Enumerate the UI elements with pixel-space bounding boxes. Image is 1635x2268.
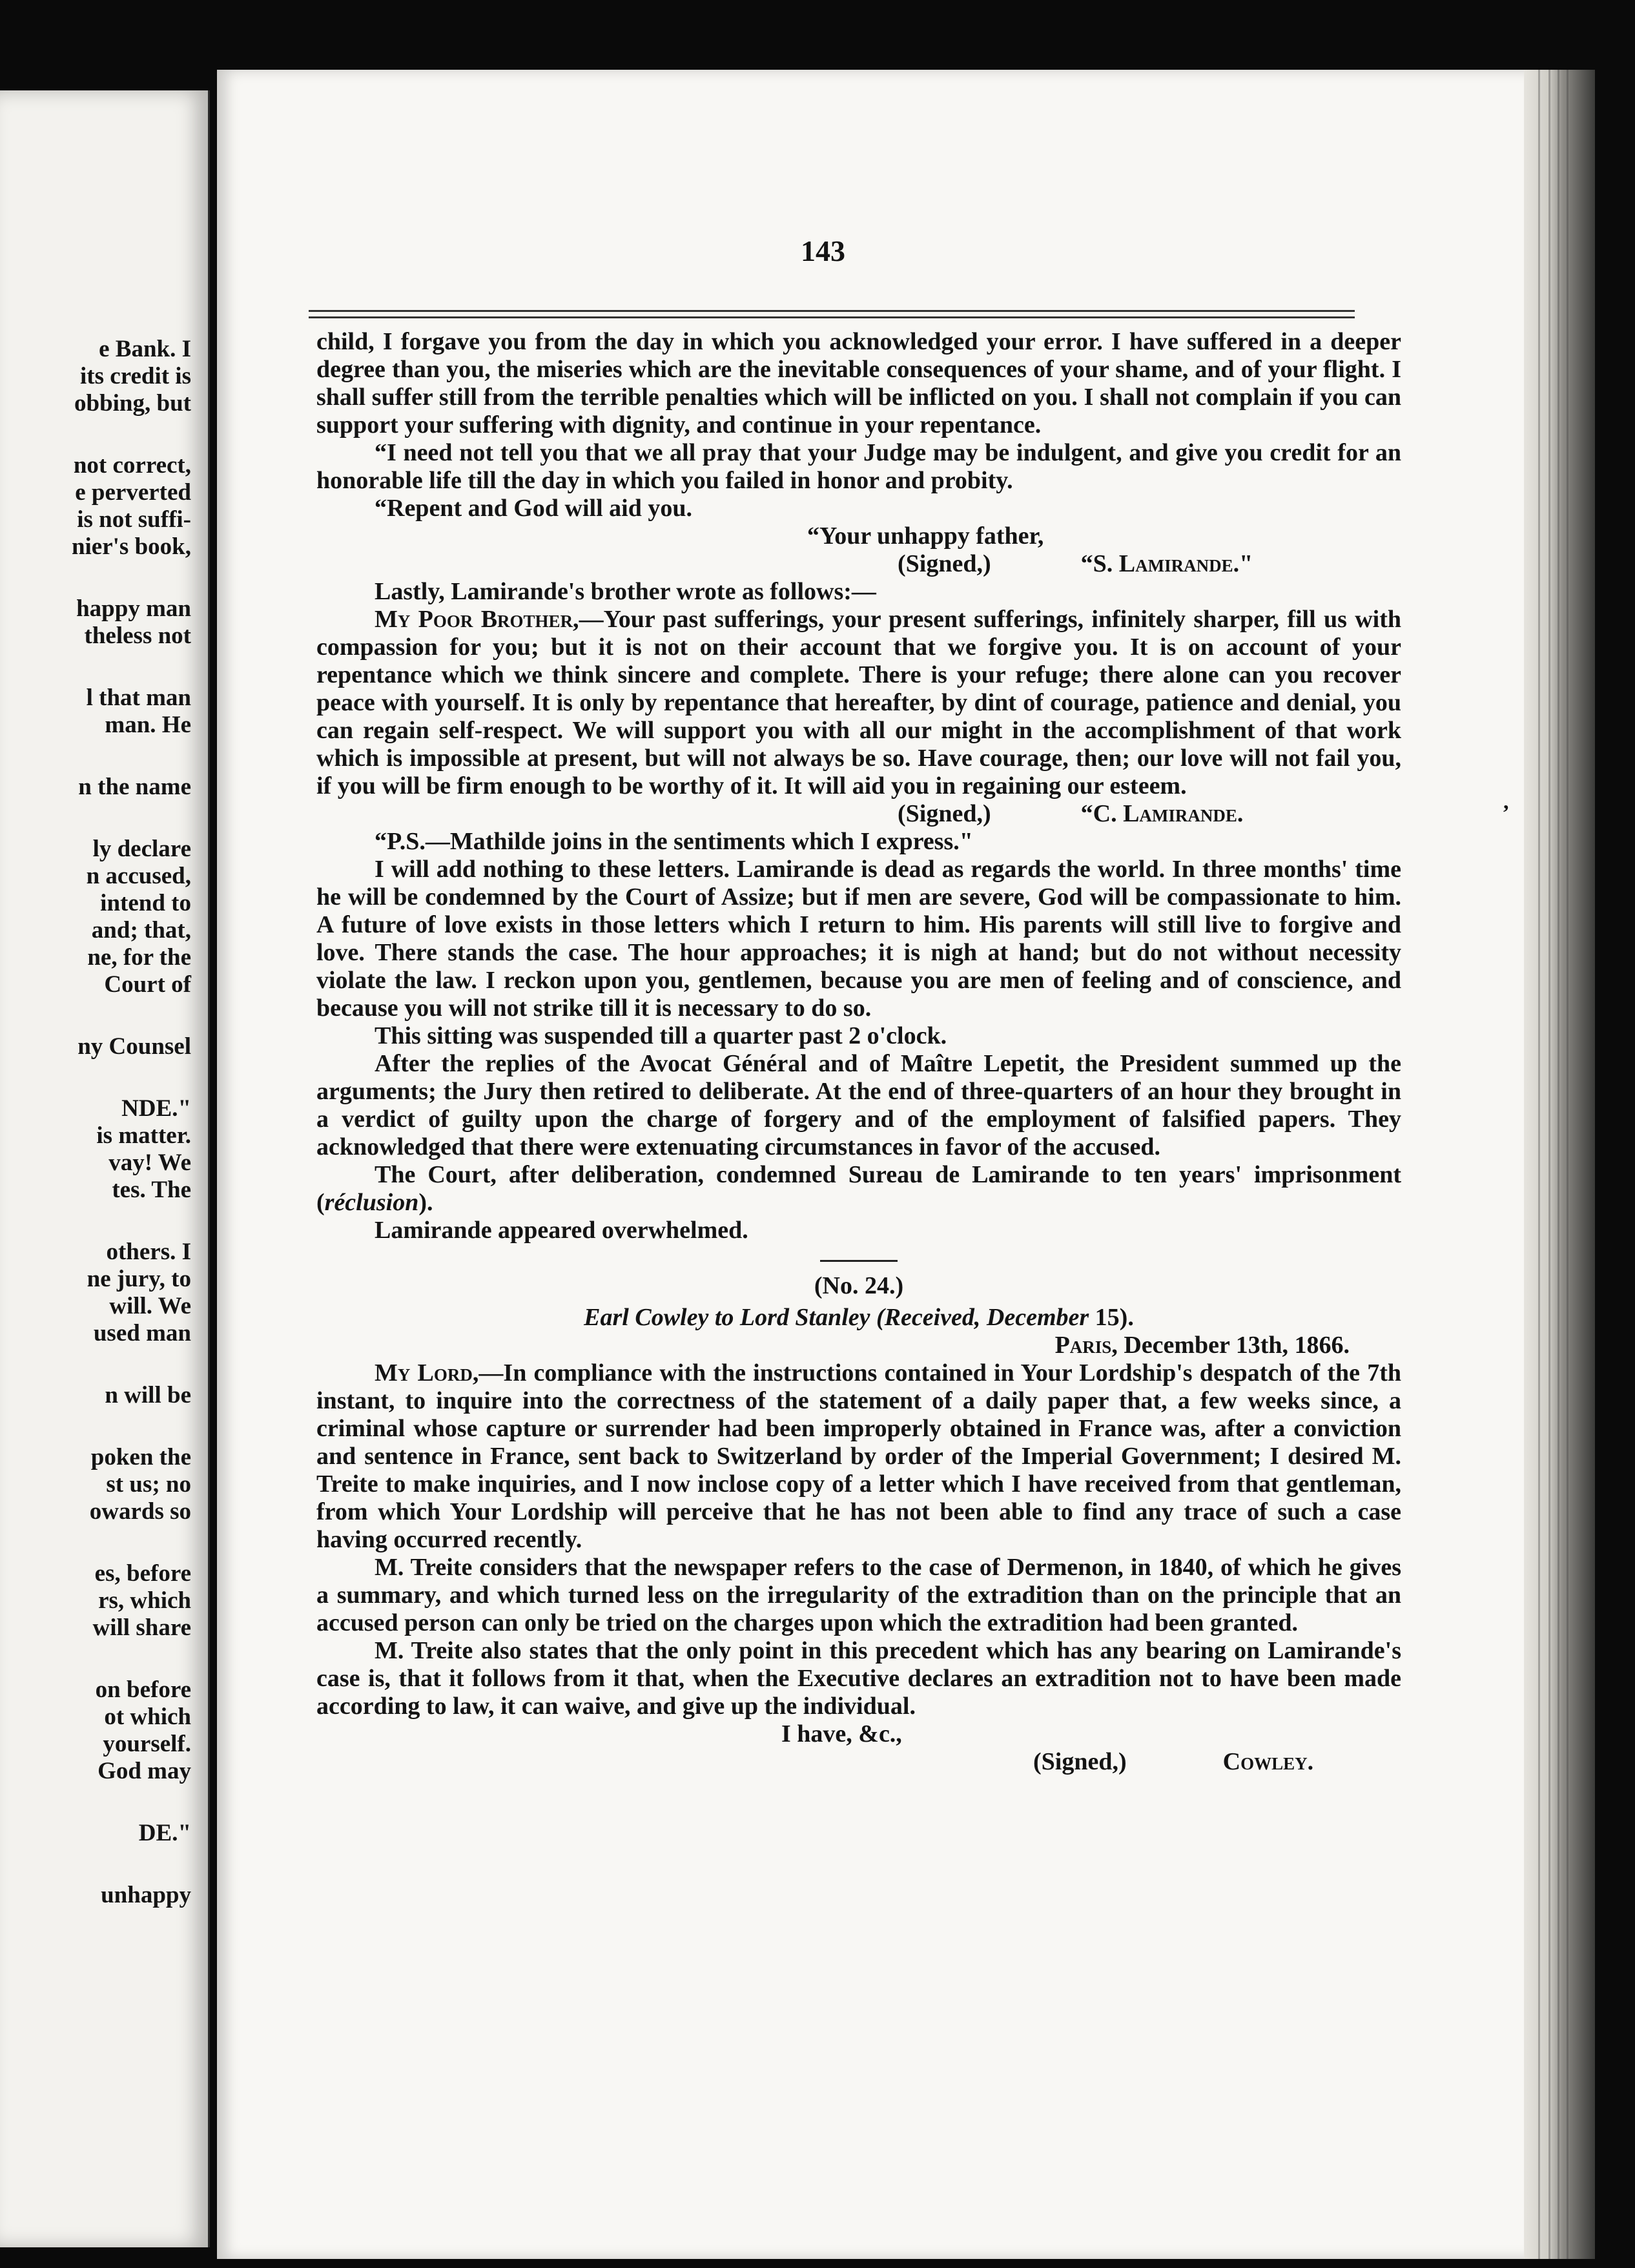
dispatch-number: (No. 24.) <box>814 1272 904 1299</box>
dispatch-heading-received: Received, December <box>884 1304 1089 1331</box>
left-page-line: on before <box>95 1676 191 1703</box>
dispatch-signature-line <box>316 1748 1401 1776</box>
dispatch-para-1-text: —In compliance with the instructions contained in Your Lordship's despatch of the 7th instant, to inquire into the correctness of the statement of a daily paper that, a few weeks since, a criminal whose capture or surrender had been improperly obtained in France was, after a conviction and sentence in France, sent back to Switzerland by order of the Imperial Government; I desired M. Treite to make inquiries, and I now inclose copy of a letter which I have received from that gentleman, from which Your Lordship will perceive that he has not been able to find any trace of such a case having occurred recently. <box>316 1359 1401 1553</box>
left-page-line: theless not <box>84 623 191 649</box>
dispatch-heading <box>316 1304 1401 1332</box>
father-signature: “S. Lamirande." <box>1080 550 1253 577</box>
father-letter-para-3: “Repent and God will aid you. <box>375 495 692 522</box>
brother-letter-ps: “P.S.—Mathilde joins in the sentiments which I express." <box>375 828 973 855</box>
dispatch-heading-text: Earl Cowley to Lord Stanley ( <box>584 1304 885 1331</box>
dispatch-place: Paris, <box>1054 1332 1118 1359</box>
narrative-para-5: Lamirande appeared overwhelmed. <box>375 1217 748 1244</box>
left-page-line: God may <box>98 1758 191 1784</box>
narrative-para-4 <box>316 1161 1401 1217</box>
page-edge <box>1524 70 1595 2259</box>
left-page-line: es, before <box>94 1560 191 1587</box>
header-rule <box>309 310 1355 312</box>
father-letter-signature-line <box>316 550 1401 578</box>
left-page-line: ly declare <box>92 836 191 862</box>
left-page-line: will share <box>92 1614 191 1641</box>
father-letter-para-1: child, I forgave you from the day in which you acknowledged your error. I have suffered in a deeper degree than you, the miseries which are the inevitable consequences of your shame, and of your flight. I shall suffer still from the terrible penalties which will be inflicted on you. I shall not complain if you can support your suffering with dignity, and continue in your repentance. <box>316 328 1401 438</box>
brother-signature: “C. Lamirande. <box>1080 800 1244 827</box>
margin-mark: , <box>1503 790 1509 814</box>
left-page-line: owards so <box>89 1498 191 1525</box>
dispatch-para-1 <box>316 1359 1401 1554</box>
left-page-line: intend to <box>100 890 191 916</box>
brother-letter-signature-line <box>316 800 1401 828</box>
narrative-para-4-italic: réclusion <box>324 1189 419 1216</box>
left-page-line: n the name <box>78 774 191 800</box>
left-page-line: happy man <box>76 595 191 622</box>
left-page-line: l that man <box>86 685 191 711</box>
dispatch-closing: I have, &c., <box>781 1720 902 1747</box>
left-page-line: is matter. <box>96 1122 191 1149</box>
dispatch-date: December 13th, 1866. <box>1117 1332 1350 1359</box>
page-number: 143 <box>801 234 845 267</box>
dispatch-heading-end: 15). <box>1089 1304 1134 1331</box>
left-page-line: tes. The <box>112 1177 191 1203</box>
left-page-line: ot which <box>104 1704 191 1730</box>
left-page-line: st us; no <box>106 1471 191 1498</box>
left-page-line: obbing, but <box>74 390 191 417</box>
left-page-line: unhappy <box>101 1882 191 1908</box>
header-rule-2 <box>309 316 1355 318</box>
left-page-line: and; that, <box>91 917 191 943</box>
left-page-line: will. We <box>109 1293 191 1319</box>
left-page-line: poken the <box>90 1444 191 1470</box>
narrative-para-4-text: The Court, after deliberation, condemned Sureau de Lamirande to ten years' imprisonment ( <box>316 1161 1401 1216</box>
dispatch-signature: Cowley. <box>1222 1748 1314 1775</box>
left-page-line: not correct, <box>73 452 191 479</box>
father-letter-closing: “Your unhappy father, <box>807 522 1044 550</box>
brother-letter-intro: Lastly, Lamirande's brother wrote as follows:— <box>375 578 876 605</box>
narrative-para-2: This sitting was suspended till a quarter past 2 o'clock. <box>375 1022 947 1049</box>
left-page-line: ne, for the <box>87 944 191 971</box>
brother-letter-body <box>316 606 1401 800</box>
father-letter-para-2: “I need not tell you that we all pray that your Judge may be indulgent, and give you credit for an honorable life till the day in which you failed in honor and probity. <box>316 439 1401 494</box>
dispatch-dateline <box>316 1332 1401 1359</box>
left-page-line: n will be <box>105 1382 191 1408</box>
section-divider <box>820 1260 898 1262</box>
brother-salutation: My Poor Brother, <box>375 606 579 633</box>
narrative-para-4-end: ). <box>418 1189 433 1216</box>
left-page-line: Court of <box>104 971 191 998</box>
left-page-line: yourself. <box>103 1731 191 1757</box>
left-page-line: nier's book, <box>71 533 191 560</box>
signed-label: (Signed,) <box>898 800 991 827</box>
left-page-line: rs, which <box>98 1587 191 1614</box>
left-page-line: is not suffi- <box>77 506 191 533</box>
left-page-line: ne jury, to <box>87 1266 191 1292</box>
left-page-line: its credit is <box>80 363 191 389</box>
signed-label: (Signed,) <box>1033 1748 1127 1775</box>
brother-letter-text: —Your past sufferings, your present sufferings, infinitely sharper, fill us with compassion for you; but it is not on their account that we forgive you. It is on account of your repentance which we think sincere and complete. There is your refuge; there alone can you recover peace with yourself. It is only by repentance that hereafter, by dint of courage, patience and denial, you can regain self-respect. We will support you with all our might in the accomplishment of that work which is impossible at present, but will not always be so. Have courage, then; our love will not fail you, if you will be firm enough to be worthy of it. It will aid you in regaining our esteem. <box>316 606 1401 799</box>
page-body <box>316 328 1401 1776</box>
left-page-line: used man <box>93 1320 191 1346</box>
left-page-line: vay! We <box>108 1149 191 1176</box>
narrative-para-1: I will add nothing to these letters. Lamirande is dead as regards the world. In three months' time he will be condemned by the Court of Assize; but if men are severe, God will be compassionate to him. A future of love exists in those letters which I return to him. His parents will still live to forgive and love. There stands the case. The hour approaches; it is nigh at hand; but do not without necessity violate the law. I reckon upon you, gentlemen, because you are men of feeling and of conscience, and because you will not strike till it is necessary to do so. <box>316 856 1401 1022</box>
left-page-line: man. He <box>105 712 191 738</box>
dispatch-para-2: M. Treite considers that the newspaper refers to the case of Dermenon, in 1840, of which he gives a summary, and which turned less on the irregularity of the extradition than on the principle that an accused person can only be tried on the charges upon which the extradition had been granted. <box>316 1554 1401 1636</box>
left-page-line: e perverted <box>75 479 191 506</box>
left-page-line: NDE." <box>121 1095 191 1122</box>
dispatch-para-3: M. Treite also states that the only point in this precedent which has any bearing on Lamirande's case is, that it follows from it that, when the Executive declares an extradition not to have been made according to law, it can waive, and give up the individual. <box>316 1637 1401 1720</box>
narrative-para-3: After the replies of the Avocat Général and of Maître Lepetit, the President summed up the arguments; the Jury then retired to deliberate. At the end of three-quarters of an hour they brought in a verdict of guilty upon the charge of forgery and of the employment of falsified papers. They acknowledged that there were extenuating circumstances in favor of the accused. <box>316 1050 1401 1160</box>
left-page-line: ny Counsel <box>77 1033 191 1060</box>
left-page-line: others. I <box>106 1239 191 1265</box>
left-page-line: n accused, <box>86 863 191 889</box>
left-page-line: DE." <box>138 1820 191 1846</box>
left-page-line: e Bank. I <box>99 336 191 362</box>
left-facing-page <box>0 90 210 2247</box>
signed-label: (Signed,) <box>898 550 991 577</box>
dispatch-salutation: My Lord, <box>375 1359 479 1387</box>
